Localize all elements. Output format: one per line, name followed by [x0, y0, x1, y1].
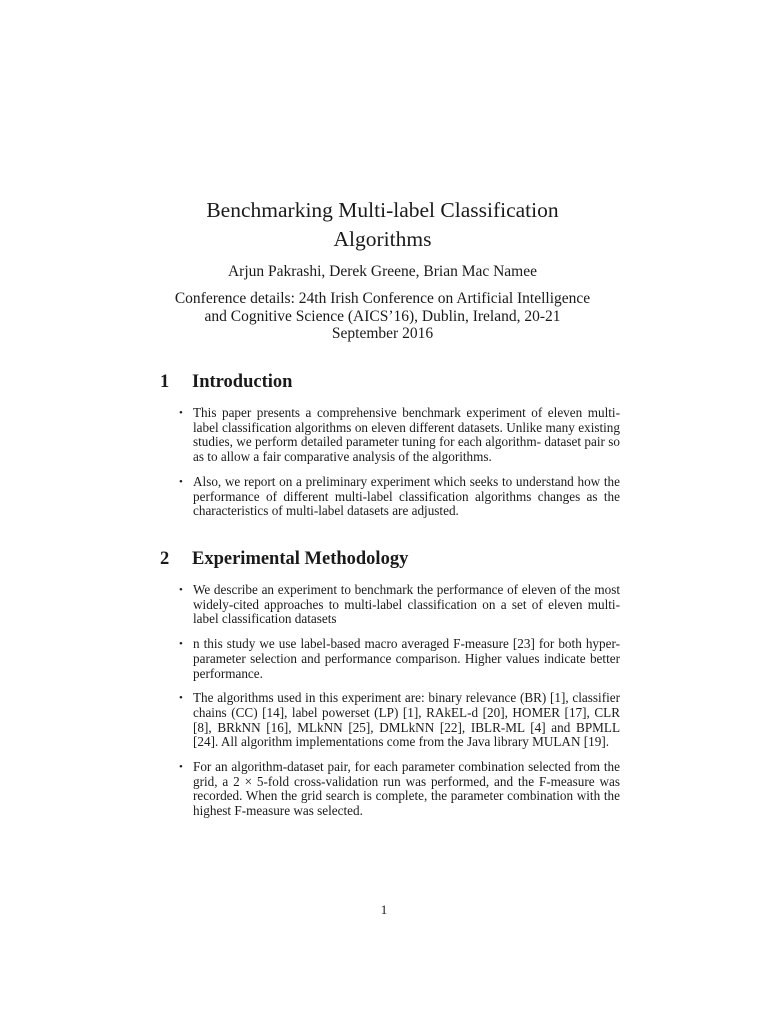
- bullet-icon: •: [179, 692, 183, 705]
- page-number: 1: [380, 902, 388, 917]
- list-item-text: This paper presents a comprehensive benchmark experiment of eleven multi-label classification algorithms on eleven different datasets. Unlike many existing studies, we perform detailed parameter tuning for each algorithm- dataset pair so as to allow a fair comparative analysis of the algorithms.: [193, 405, 620, 465]
- section-number: 1: [160, 372, 170, 392]
- list-item-text: The algorithms used in this experiment are: binary relevance (BR) [1], classifier chains (CC) [14], label powerset (LP) [1], RAkEL-d [20], HOMER [17], CLR [8], BRkNN [16], MLkNN [25], DMLkNN [22], IBLR-ML [4] and BPMLL [24]. All algorithm implementations come from the Java library MULAN [19].: [193, 690, 620, 750]
- author-list: Arjun Pakrashi, Derek Greene, Brian Mac Namee: [227, 263, 538, 280]
- paper-title-line-2: Algorithms: [333, 227, 432, 251]
- conference-line-2: and Cognitive Science (AICS’16), Dublin, Ireland, 20-21: [204, 307, 561, 325]
- list-item: [160, 637, 620, 681]
- list-item: [160, 475, 620, 519]
- paper-title: [150, 196, 615, 254]
- list-item-text: n this study we use label-based macro averaged F-measure [23] for both hyper-parameter selection and performance comparison. Higher values indicate better performance.: [193, 636, 620, 681]
- section-heading: [160, 370, 620, 394]
- bullet-icon: •: [179, 584, 183, 596]
- conference-line-1: Conference details: 24th Irish Conference on Artificial Intelligence: [174, 290, 591, 307]
- list-item: [160, 406, 620, 465]
- list-item: [160, 583, 620, 627]
- list-item: [160, 760, 620, 819]
- bullet-icon: •: [179, 761, 183, 774]
- conference-line-3: September 2016: [331, 325, 434, 342]
- section-introduction: [160, 370, 620, 529]
- section-heading: [160, 547, 620, 571]
- bullet-icon: •: [179, 475, 183, 488]
- section-experimental-methodology: [160, 547, 620, 829]
- section-number: 2: [160, 549, 170, 569]
- section-title: Experimental Methodology: [192, 549, 409, 569]
- section-title: Introduction: [192, 372, 293, 392]
- list-item-text: For an algorithm-dataset pair, for each parameter combination selected from the grid, a 2 × 5-fold cross-validation run was performed, and the F-measure was recorded. When the grid search is complete, the parameter combination with the highest F-measure was selected.: [193, 759, 620, 819]
- bullet-icon: •: [179, 407, 183, 419]
- bullet-icon: •: [179, 638, 183, 651]
- bullet-list: [160, 583, 620, 819]
- list-item: [160, 691, 620, 750]
- bullet-list: [160, 406, 620, 519]
- conference-details: [150, 290, 615, 343]
- list-item-text: Also, we report on a preliminary experiment which seeks to understand how the performance of different multi-label classification algorithms changes as the characteristics of multi-label datasets are adjusted.: [193, 473, 620, 519]
- list-item-text: We describe an experiment to benchmark the performance of eleven of the most widely-cited approaches to multi-label classification on a set of eleven multi- label classification datasets: [193, 582, 620, 627]
- paper-title-line-1: Benchmarking Multi-label Classification: [206, 198, 559, 222]
